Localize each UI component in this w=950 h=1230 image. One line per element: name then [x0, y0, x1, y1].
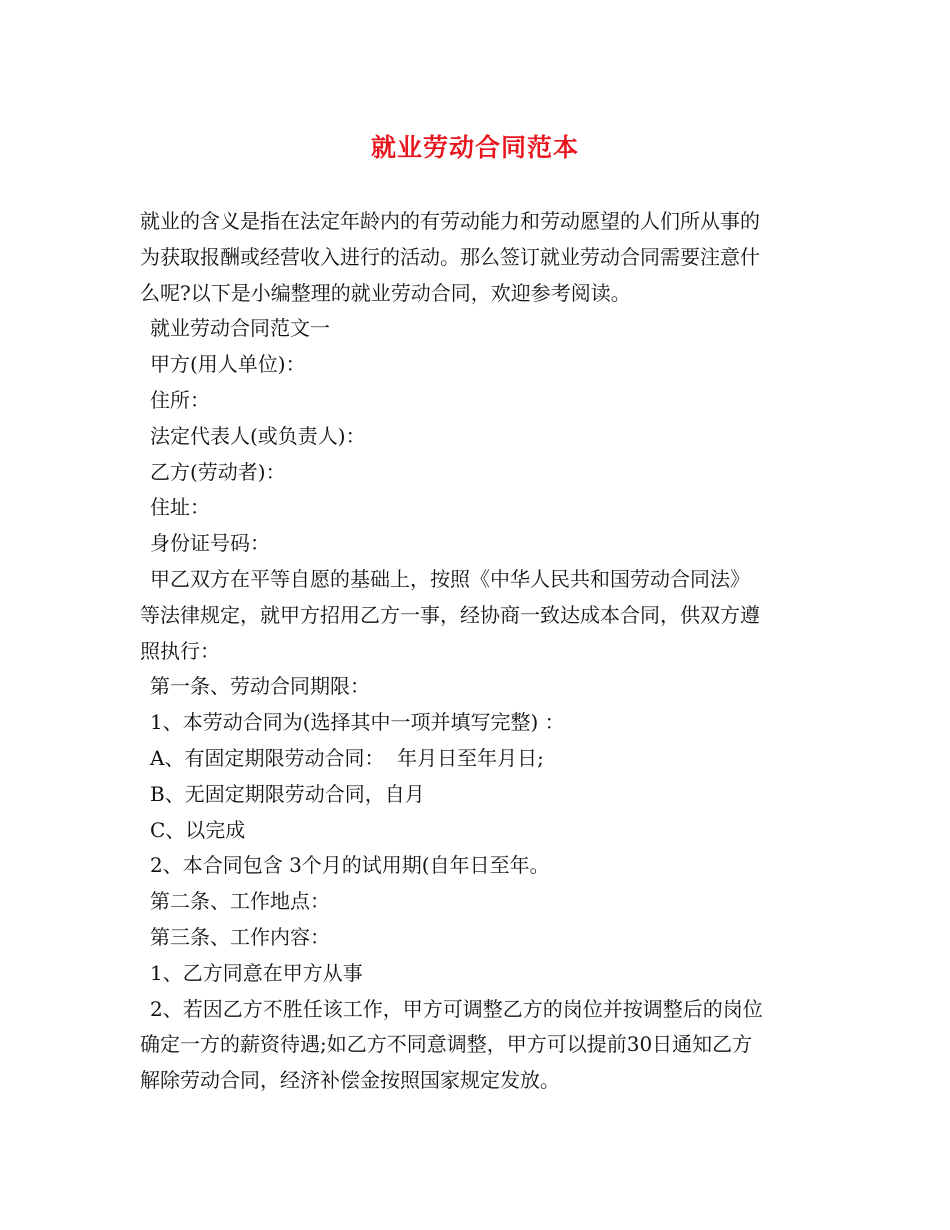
- text-line: 等法律规定，就甲方招用乙方一事，经协商一致达成本合同，供双方遵: [140, 602, 760, 627]
- text-line: 住所：: [150, 387, 210, 412]
- text-line: 乙方(劳动者)：: [150, 459, 286, 484]
- text-line: 法定代表人(或负责人)：: [150, 423, 366, 448]
- document-body: [140, 204, 820, 1099]
- text-line: C、以完成: [150, 817, 246, 842]
- text-line: 第三条、工作内容：: [150, 924, 330, 949]
- text-line: A、有固定期限劳动合同： 年月日至年月日;: [150, 745, 544, 770]
- text-line: 确定一方的薪资待遇;如乙方不同意调整，甲方可以提前30日通知乙方: [140, 1032, 753, 1057]
- text-line: B、无固定期限劳动合同，自月: [150, 781, 425, 806]
- text-line: 为获取报酬或经营收入进行的活动。那么签订就业劳动合同需要注意什: [140, 244, 760, 269]
- document-title: 就业劳动合同范本: [370, 133, 579, 162]
- text-line: 甲方(用人单位)：: [150, 352, 306, 377]
- text-line: 1、乙方同意在甲方从事: [150, 960, 363, 985]
- text-line: 么呢?以下是小编整理的就业劳动合同，欢迎参考阅读。: [140, 280, 631, 305]
- text-line: 第二条、工作地点：: [150, 889, 330, 914]
- text-line: 甲乙双方在平等自愿的基础上，按照《中华人民共和国劳动合同法》: [150, 566, 750, 591]
- text-line: 第一条、劳动合同期限：: [150, 674, 370, 699]
- text-line: 住址：: [150, 495, 210, 520]
- text-line: 2、本合同包含 3个月的试用期(自年日至年。: [150, 853, 550, 878]
- text-line: 1、本劳动合同为(选择其中一项并填写完整) ：: [150, 710, 565, 735]
- text-line: 就业的含义是指在法定年龄内的有劳动能力和劳动愿望的人们所从事的: [140, 209, 760, 233]
- text-line: 2、若因乙方不胜任该工作，甲方可调整乙方的岗位并按调整后的岗位: [150, 996, 763, 1021]
- text-line: 就业劳动合同范文一: [150, 316, 330, 341]
- text-line: 照执行：: [140, 638, 220, 663]
- text-line: 身份证号码：: [150, 531, 270, 556]
- text-line: 解除劳动合同，经济补偿金按照国家规定发放。: [140, 1068, 560, 1093]
